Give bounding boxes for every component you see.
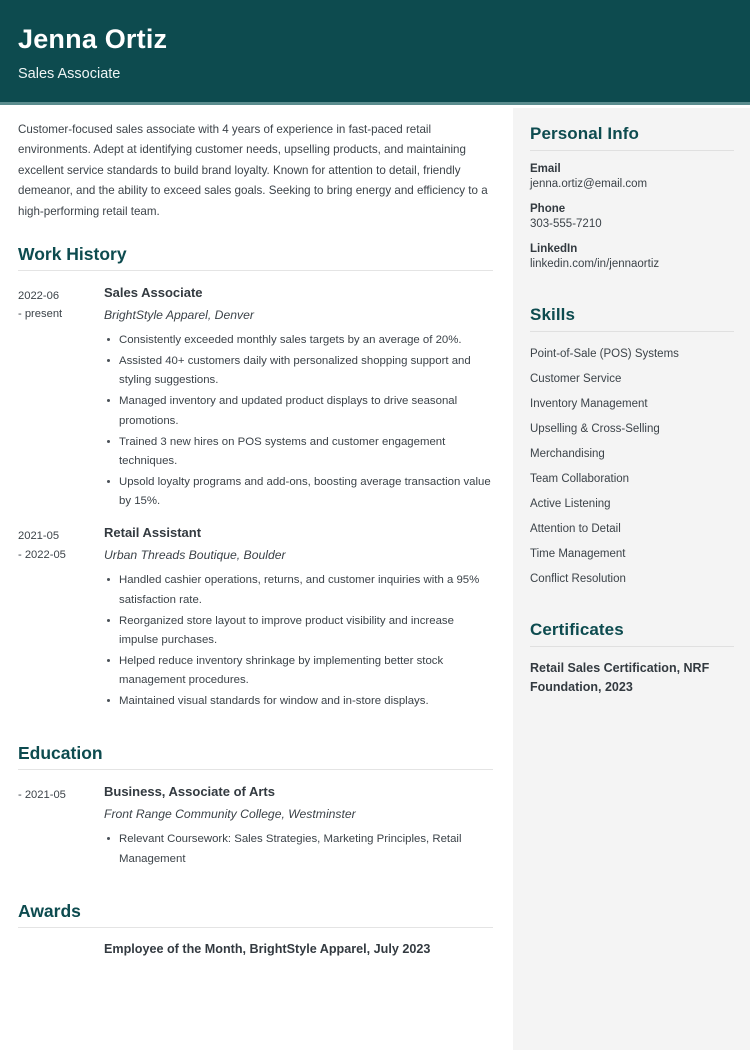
education-entry-dates: [18, 784, 104, 870]
list-item: Managed inventory and updated product displays to drive seasonal promotions.: [104, 392, 493, 430]
work-entry-date-end: - present: [18, 308, 63, 321]
work-entry-role: Retail Assistant: [104, 525, 202, 541]
list-item: Active Listening: [530, 498, 611, 510]
list-item: Team Collaboration: [530, 473, 630, 485]
contact-phone: [530, 203, 734, 230]
work-entry-dates: [18, 525, 104, 713]
education-entry-degree: Business, Associate of Arts: [104, 784, 275, 800]
section-awards: [18, 901, 493, 956]
sidebar-section-personal-info: [530, 124, 734, 270]
work-entry-body: [104, 525, 493, 713]
list-item: Upselling & Cross-Selling: [530, 423, 660, 435]
sidebar-divider: [530, 150, 734, 151]
work-entry-date-start: 2021-05: [18, 530, 60, 543]
work-entry-organization: BrightStyle Apparel, Denver: [104, 307, 254, 322]
list-item: Consistently exceeded monthly sales targets by an average of 20%.: [104, 331, 493, 350]
award-title: Employee of the Month, BrightStyle Apparel, July 2023: [104, 941, 431, 956]
work-entry-dates: [18, 285, 104, 513]
list-item: Handled cashier operations, returns, and customer inquiries with a 95% satisfaction rate.: [104, 571, 493, 609]
section-divider: [18, 270, 493, 271]
contact-email: [530, 163, 734, 190]
personal-info-heading: Personal Info: [530, 124, 639, 143]
list-item: Helped reduce inventory shrinkage by implementing better stock management procedures.: [104, 652, 493, 690]
list-item: Upsold loyalty programs and add-ons, boosting average transaction value by 15%.: [104, 473, 493, 511]
section-divider: [18, 927, 493, 928]
section-divider: [18, 769, 493, 770]
spacer: [18, 725, 493, 743]
contact-value[interactable]: linkedin.com/in/jennaortiz: [530, 258, 660, 270]
work-history-heading: Work History: [18, 243, 127, 264]
section-education: [18, 743, 493, 870]
list-item: Inventory Management: [530, 398, 648, 410]
education-entry-institution: Front Range Community College, Westminster: [104, 807, 356, 822]
education-entry: [18, 784, 493, 870]
contact-value[interactable]: jenna.ortiz@email.com: [530, 178, 648, 190]
work-entry: [18, 525, 493, 713]
work-entry-body: [104, 285, 493, 513]
candidate-name: Jenna Ortiz: [18, 24, 168, 54]
main-column: [0, 108, 513, 956]
work-entry-date-end: - 2022-05: [18, 548, 66, 561]
sidebar-section-skills: [530, 305, 734, 594]
candidate-job-title: Sales Associate: [18, 66, 121, 82]
work-entry-bullets: [104, 571, 493, 711]
resume-header: [0, 0, 750, 105]
list-item: Assisted 40+ customers daily with personalized shopping support and styling suggestions.: [104, 352, 493, 390]
spacer: [18, 883, 493, 901]
award-date-spacer: [18, 942, 104, 956]
list-item: Conflict Resolution: [530, 573, 626, 585]
sidebar-divider: [530, 646, 734, 647]
list-item: Retail Sales Certification, NRF Foundation, 2023: [530, 661, 710, 695]
contact-label: Email: [530, 163, 561, 175]
list-item: Time Management: [530, 548, 626, 560]
list-item: Trained 3 new hires on POS systems and customer engagement techniques.: [104, 433, 493, 471]
list-item: Maintained visual standards for window and in-store displays.: [104, 692, 493, 711]
skills-heading: Skills: [530, 305, 576, 324]
work-entry-organization: Urban Threads Boutique, Boulder: [104, 548, 286, 563]
education-entry-date-start: - 2021-05: [18, 789, 66, 802]
section-work-history: [18, 244, 493, 714]
sidebar-divider: [530, 331, 734, 332]
sidebar-section-certificates: [530, 620, 734, 698]
list-item: Merchandising: [530, 448, 605, 460]
contact-linkedin: [530, 243, 734, 270]
list-item: Point-of-Sale (POS) Systems: [530, 348, 679, 360]
list-item: Relevant Coursework: Sales Strategies, Marketing Principles, Retail Management: [104, 830, 493, 868]
award-entry: [18, 942, 493, 956]
education-entry-body: [104, 784, 493, 870]
contact-value[interactable]: 303-555-7210: [530, 218, 602, 230]
certificates-heading: Certificates: [530, 620, 624, 639]
professional-summary: Customer-focused sales associate with 4 years of experience in fast-paced retail environments. Adept at identifying customer needs, upselling products, and maintaining excellent service standards to build brand loyalty. Known for attention to detail, friendly demeanor, and the ability to exceed sales goals. Seeking to bring energy and efficiency to a high-performing retail team.: [18, 123, 488, 218]
education-entry-bullets: [104, 830, 493, 868]
education-heading: Education: [18, 743, 103, 764]
list-item: Customer Service: [530, 373, 622, 385]
contact-label: Phone: [530, 203, 566, 215]
sidebar: [513, 108, 750, 1050]
awards-heading: Awards: [18, 900, 81, 921]
work-entry-bullets: [104, 331, 493, 511]
spacer: [530, 598, 734, 620]
work-entry-date-start: 2022-06: [18, 289, 60, 302]
contact-label: LinkedIn: [530, 243, 578, 255]
work-entry-role: Sales Associate: [104, 284, 203, 300]
list-item: Attention to Detail: [530, 523, 621, 535]
spacer: [530, 283, 734, 305]
list-item: Reorganized store layout to improve product visibility and increase impulse purchases.: [104, 612, 493, 650]
work-entry: [18, 285, 493, 513]
